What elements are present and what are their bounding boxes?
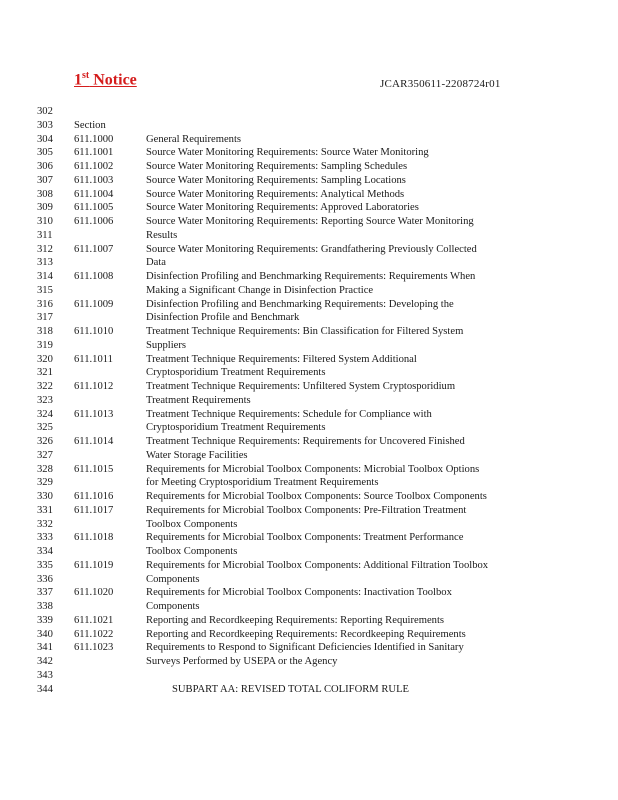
text-line	[0, 366, 618, 380]
section-title: Requirements for Microbial Toolbox Components: Pre-Filtration Treatment	[146, 504, 467, 516]
line-number: 318	[37, 326, 53, 337]
line-number: 311	[37, 229, 53, 241]
text-line	[0, 504, 618, 518]
section-number: 611.1012	[74, 381, 114, 392]
section-title: Requirements for Microbial Toolbox Components: Additional Filtration Toolbox	[146, 559, 489, 571]
line-number: 324	[37, 408, 53, 420]
text-line	[0, 380, 618, 394]
section-title: Components	[146, 573, 200, 585]
text-line	[0, 628, 618, 642]
section-number: Section	[74, 119, 106, 131]
line-number: 325	[37, 422, 53, 434]
document-id: JCAR350611-2208724r01	[380, 78, 501, 90]
line-number: 320	[37, 353, 53, 365]
line-number: 317	[37, 312, 53, 324]
section-number: 611.1015	[74, 463, 114, 475]
section-number: 611.1017	[74, 504, 114, 516]
line-number: 321	[37, 367, 53, 379]
text-line	[0, 435, 618, 449]
section-title: Source Water Monitoring Requirements: Sampling Locations	[146, 174, 406, 186]
section-number: 611.1005	[74, 202, 114, 214]
section-title: Source Water Monitoring Requirements: Sampling Schedules	[146, 161, 408, 172]
line-number: 304	[37, 133, 53, 145]
line-number: 335	[37, 559, 53, 571]
text-line	[0, 669, 618, 683]
notice-word: Notice	[89, 71, 137, 89]
section-number: 611.1004	[74, 188, 114, 200]
text-line	[0, 463, 618, 477]
notice-ordinal: st	[82, 70, 90, 81]
text-line	[0, 311, 618, 325]
section-title: Source Water Monitoring Requirements: Reporting Source Water Monitoring	[146, 216, 474, 227]
text-line	[0, 655, 618, 669]
text-line	[0, 270, 618, 284]
text-line	[0, 339, 618, 353]
page-header	[74, 68, 544, 96]
line-number: 306	[37, 161, 53, 172]
line-number: 309	[37, 202, 53, 214]
line-number: 334	[37, 546, 53, 557]
section-title: Requirements to Respond to Significant Deficiencies Identified in Sanitary	[146, 642, 464, 654]
line-number: 343	[37, 669, 53, 681]
section-number: 611.1009	[74, 298, 114, 310]
section-number: 611.1021	[74, 614, 114, 626]
section-title: Treatment Requirements	[146, 394, 251, 406]
line-number: 338	[37, 601, 53, 612]
line-number: 333	[37, 532, 53, 544]
text-line	[0, 105, 618, 119]
text-line	[0, 600, 618, 614]
line-number: 316	[37, 298, 53, 310]
notice-title	[74, 70, 137, 89]
line-number: 329	[37, 477, 53, 489]
section-number: 611.1013	[74, 408, 114, 420]
text-line	[0, 174, 618, 188]
section-title: Reporting and Recordkeeping Requirements: Recordkeeping Requirements	[146, 628, 466, 640]
text-line	[0, 614, 618, 628]
text-line	[0, 353, 618, 367]
line-number: 330	[37, 491, 53, 502]
section-number: 611.1002	[74, 161, 114, 172]
section-title: Source Water Monitoring Requirements: Grandfathering Previously Collected	[146, 243, 477, 255]
line-number: 308	[37, 188, 53, 200]
text-line	[0, 490, 618, 504]
text-line	[0, 243, 618, 257]
section-number: 611.1006	[74, 216, 114, 227]
section-number: 611.1016	[74, 491, 114, 502]
text-line	[0, 133, 618, 147]
section-title: Requirements for Microbial Toolbox Components: Source Toolbox Components	[146, 491, 487, 502]
section-title: Making a Significant Change in Disinfection Practice	[146, 284, 374, 296]
line-number: 322	[37, 381, 53, 392]
text-line	[0, 518, 618, 532]
section-number: 611.1019	[74, 559, 114, 571]
text-line	[0, 188, 618, 202]
section-number: 611.1011	[74, 353, 113, 365]
section-title: Treatment Technique Requirements: Requirements for Uncovered Finished	[146, 436, 465, 447]
line-number: 305	[37, 147, 53, 159]
section-title: Source Water Monitoring Requirements: Approved Laboratories	[146, 202, 419, 214]
text-line	[0, 284, 618, 298]
text-line	[0, 449, 618, 463]
text-line	[0, 146, 618, 160]
line-number: 326	[37, 436, 53, 447]
text-line	[0, 641, 618, 655]
text-line	[0, 215, 618, 229]
line-number: 302	[37, 106, 53, 117]
text-line	[0, 201, 618, 215]
text-line	[0, 119, 618, 133]
text-line	[0, 559, 618, 573]
line-number: 313	[37, 257, 53, 269]
line-number: 310	[37, 216, 53, 227]
section-title: Treatment Technique Requirements: Filtered System Additional	[146, 353, 417, 365]
text-line	[0, 256, 618, 270]
section-listing	[0, 105, 618, 696]
section-title: Treatment Technique Requirements: Unfiltered System Cryptosporidium	[146, 381, 456, 392]
section-title: for Meeting Cryptosporidium Treatment Requirements	[146, 477, 379, 489]
text-line	[0, 298, 618, 312]
text-line	[0, 394, 618, 408]
section-number: 611.1003	[74, 174, 114, 186]
section-title: Requirements for Microbial Toolbox Components: Inactivation Toolbox	[146, 587, 452, 599]
section-title: Reporting and Recordkeeping Requirements: Reporting Requirements	[146, 614, 445, 626]
section-title: Surveys Performed by USEPA or the Agency	[146, 656, 338, 667]
subpart-heading-line	[0, 683, 618, 697]
section-number: 611.1010	[74, 326, 114, 337]
text-line	[0, 531, 618, 545]
section-title: Results	[146, 229, 178, 241]
line-number: 331	[37, 504, 53, 516]
section-number: 611.1000	[74, 133, 114, 145]
section-number: 611.1001	[74, 147, 114, 159]
section-title: Disinfection Profiling and Benchmarking Requirements: Requirements When	[146, 271, 476, 282]
line-number: 344	[37, 683, 53, 695]
section-title: Requirements for Microbial Toolbox Components: Treatment Performance	[146, 532, 464, 544]
notice-number: 1	[74, 71, 82, 89]
line-number: 314	[37, 271, 53, 282]
section-title: Source Water Monitoring Requirements: Analytical Methods	[146, 188, 405, 200]
line-number: 315	[37, 284, 53, 296]
subpart-heading: SUBPART AA: REVISED TOTAL COLIFORM RULE	[172, 683, 410, 695]
section-title: Source Water Monitoring Requirements: Source Water Monitoring	[146, 147, 429, 159]
section-title: Disinfection Profile and Benchmark	[146, 312, 300, 324]
line-number: 340	[37, 628, 53, 640]
line-number: 337	[37, 587, 53, 599]
section-title: Suppliers	[146, 339, 187, 351]
line-number: 339	[37, 614, 53, 626]
section-number: 611.1023	[74, 642, 114, 654]
line-number: 312	[37, 243, 53, 255]
section-number: 611.1008	[74, 271, 114, 282]
line-number: 332	[37, 518, 53, 530]
line-number: 303	[37, 119, 53, 131]
section-title: Treatment Technique Requirements: Bin Classification for Filtered System	[146, 326, 464, 337]
section-title: Treatment Technique Requirements: Schedule for Compliance with	[146, 408, 432, 420]
text-line	[0, 408, 618, 422]
section-title: Requirements for Microbial Toolbox Components: Microbial Toolbox Options	[146, 463, 480, 475]
text-line	[0, 586, 618, 600]
section-title: General Requirements	[146, 133, 242, 145]
line-number: 323	[37, 394, 53, 406]
line-number: 341	[37, 642, 53, 654]
section-title: Disinfection Profiling and Benchmarking Requirements: Developing the	[146, 298, 454, 310]
line-number: 336	[37, 573, 53, 585]
section-title: Data	[146, 257, 166, 269]
text-line	[0, 545, 618, 559]
section-title: Toolbox Components	[146, 546, 238, 557]
line-number: 307	[37, 174, 53, 186]
section-title: Components	[146, 601, 200, 612]
text-line	[0, 476, 618, 490]
section-number: 611.1020	[74, 587, 114, 599]
text-line	[0, 229, 618, 243]
section-number: 611.1018	[74, 532, 114, 544]
line-number: 328	[37, 463, 53, 475]
section-number: 611.1007	[74, 243, 114, 255]
line-number: 319	[37, 339, 53, 351]
text-line	[0, 421, 618, 435]
section-number: 611.1014	[74, 436, 114, 447]
section-title: Cryptosporidium Treatment Requirements	[146, 422, 326, 434]
text-line	[0, 325, 618, 339]
line-number: 327	[37, 449, 53, 461]
line-number: 342	[37, 656, 53, 667]
section-title: Toolbox Components	[146, 518, 238, 530]
section-title: Water Storage Facilities	[146, 449, 248, 461]
text-line	[0, 160, 618, 174]
section-number: 611.1022	[74, 628, 114, 640]
section-title: Cryptosporidium Treatment Requirements	[146, 367, 326, 379]
text-line	[0, 573, 618, 587]
